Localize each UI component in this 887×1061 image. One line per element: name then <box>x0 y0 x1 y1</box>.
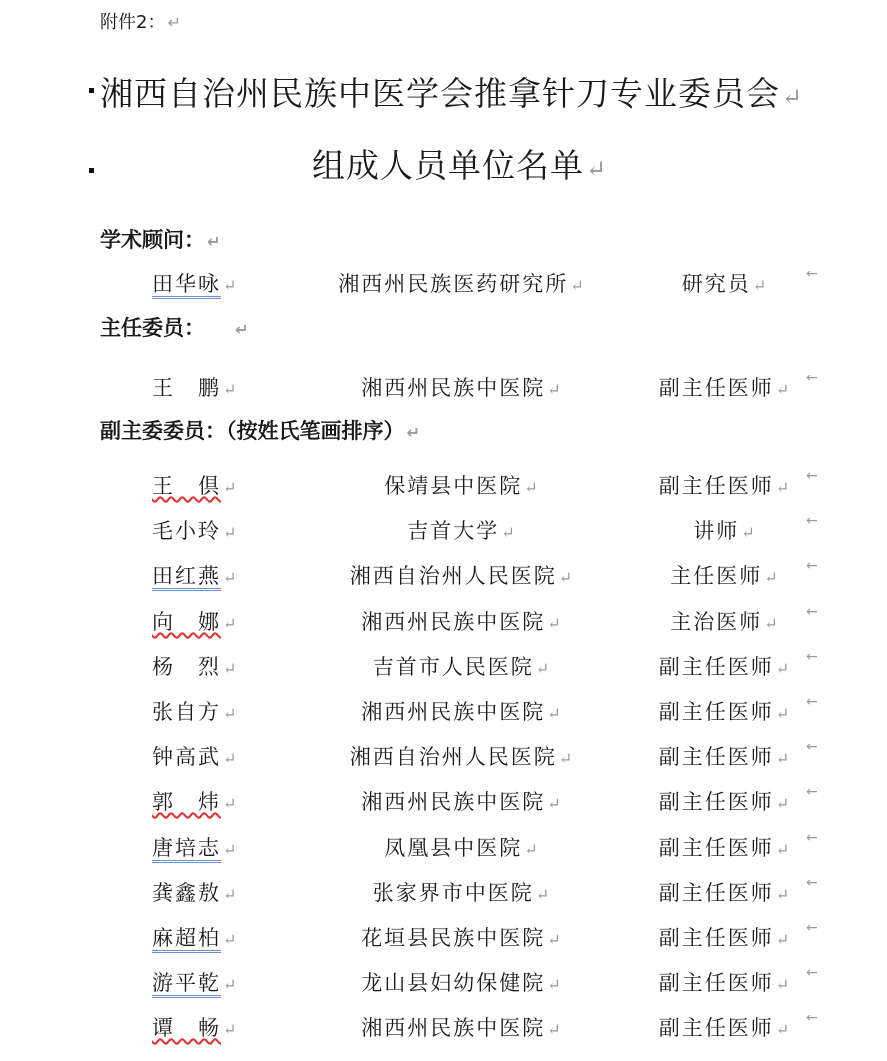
cell-mark-icon: ↵ <box>775 840 792 859</box>
cell-mark-icon: ↵ <box>223 885 239 904</box>
member-unit: 凤凰县中医院 ↵ <box>384 836 540 860</box>
member-unit: 花垣县民族中医院 ↵ <box>361 926 563 950</box>
cell-mark-icon: ↵ <box>775 975 792 994</box>
director-name: 王 鹏 ↵ <box>152 376 239 400</box>
cell-mark-icon: ↵ <box>547 704 563 723</box>
cell-mark-icon: ↵ <box>223 930 239 949</box>
member-name: 钟高武 ↵ <box>152 745 239 769</box>
cell-mark-icon: ↵ <box>223 276 239 295</box>
member-name: 游平乾 ↵ <box>152 967 238 997</box>
member-title: 讲师 ↵ <box>693 519 757 543</box>
advisor-unit: 湘西州民族医药研究所 ↵ <box>338 272 586 296</box>
cell-mark-icon: ↵ <box>547 1020 563 1039</box>
cell-mark-icon: ↵ <box>547 794 563 813</box>
row-end-arrow-icon: ← <box>806 649 818 665</box>
director-unit: 湘西州民族中医院 ↵ <box>361 376 563 400</box>
member-title: 副主任医师 ↵ <box>658 1016 792 1040</box>
cell-mark-icon: ↵ <box>524 840 540 859</box>
cell-mark-icon: ↵ <box>223 1020 239 1039</box>
bullet-marker <box>89 168 94 173</box>
paragraph-mark-icon: ↵ <box>782 83 804 111</box>
member-unit: 吉首市人民医院 ↵ <box>372 655 552 679</box>
cell-mark-icon: ↵ <box>752 276 769 295</box>
member-name: 毛小玲 ↵ <box>152 519 239 543</box>
cell-mark-icon: ↵ <box>223 749 239 768</box>
cell-mark-icon: ↵ <box>775 1020 792 1039</box>
cell-mark-icon: ↵ <box>741 523 757 542</box>
row-end-arrow-icon: ← <box>806 784 818 800</box>
cell-mark-icon: ↵ <box>547 930 563 949</box>
row-end-arrow-icon: ← <box>806 920 818 936</box>
row-end-arrow-icon: ← <box>806 370 818 386</box>
cell-mark-icon: ↵ <box>764 614 780 633</box>
paragraph-mark-icon: ↵ <box>167 13 181 32</box>
row-end-arrow-icon: ← <box>806 1010 818 1026</box>
member-name: 张自方 ↵ <box>152 700 239 724</box>
cell-mark-icon: ↵ <box>223 975 239 994</box>
cell-mark-icon: ↵ <box>501 523 517 542</box>
cell-mark-icon: ↵ <box>547 975 563 994</box>
advisor-title: 研究员 ↵ <box>681 272 769 296</box>
member-name: 郭 炜 ↵ <box>152 790 239 814</box>
cell-mark-icon: ↵ <box>775 885 792 904</box>
document-title-line2: 组成人员单位名单↵ <box>312 146 608 185</box>
member-title: 副主任医师 ↵ <box>658 836 792 860</box>
member-unit: 湘西州民族中医院 ↵ <box>361 700 563 724</box>
member-title: 副主任医师 ↵ <box>658 745 792 769</box>
row-end-arrow-icon: ← <box>806 739 818 755</box>
member-name: 龚鑫敖 ↵ <box>152 881 239 905</box>
member-title: 主任医师 ↵ <box>670 564 780 588</box>
member-unit: 湘西州民族中医院 ↵ <box>361 610 563 634</box>
member-name: 杨 烈 ↵ <box>152 655 239 679</box>
cell-mark-icon: ↵ <box>535 659 552 678</box>
member-title: 主治医师 ↵ <box>670 610 780 634</box>
cell-mark-icon: ↵ <box>223 659 239 678</box>
cell-mark-icon: ↵ <box>223 568 239 587</box>
member-name: 田红燕 ↵ <box>152 560 238 590</box>
paragraph-mark-icon: ↵ <box>586 155 608 183</box>
member-name: 唐培志 ↵ <box>152 832 238 862</box>
member-title: 副主任医师 ↵ <box>658 926 792 950</box>
member-title: 副主任医师 ↵ <box>658 655 792 679</box>
row-end-arrow-icon: ← <box>806 468 818 484</box>
cell-mark-icon: ↵ <box>775 704 792 723</box>
member-title: 副主任医师 ↵ <box>658 700 792 724</box>
cell-mark-icon: ↵ <box>223 614 239 633</box>
advisor-name: 田华咏 ↵ <box>152 268 238 298</box>
cell-mark-icon: ↵ <box>775 794 792 813</box>
cell-mark-icon: ↵ <box>223 523 239 542</box>
member-unit: 湘西州民族中医院 ↵ <box>361 1016 563 1040</box>
cell-mark-icon: ↵ <box>558 568 575 587</box>
cell-mark-icon: ↵ <box>775 380 792 399</box>
member-name: 向 娜 ↵ <box>152 610 239 634</box>
bullet-marker <box>89 88 94 93</box>
member-title: 副主任医师 ↵ <box>658 790 792 814</box>
member-unit: 湘西自治州人民医院 ↵ <box>349 564 575 588</box>
section-director-heading: 主任委员： ↵ <box>100 317 249 340</box>
member-unit: 吉首大学 ↵ <box>407 519 517 543</box>
row-end-arrow-icon: ← <box>806 604 818 620</box>
cell-mark-icon: ↵ <box>223 840 239 859</box>
cell-mark-icon: ↵ <box>775 930 792 949</box>
member-name: 谭 畅 ↵ <box>152 1016 239 1040</box>
row-end-arrow-icon: ← <box>806 513 818 529</box>
member-title: 副主任医师 ↵ <box>658 881 792 905</box>
cell-mark-icon: ↵ <box>547 614 563 633</box>
cell-mark-icon: ↵ <box>223 794 239 813</box>
cell-mark-icon: ↵ <box>524 478 540 497</box>
member-unit: 湘西州民族中医院 ↵ <box>361 790 563 814</box>
cell-mark-icon: ↵ <box>547 380 563 399</box>
paragraph-mark-icon: ↵ <box>207 234 221 251</box>
cell-mark-icon: ↵ <box>223 380 239 399</box>
cell-mark-icon: ↵ <box>775 749 792 768</box>
row-end-arrow-icon: ← <box>806 694 818 710</box>
member-name: 麻超柏 ↵ <box>152 922 238 952</box>
director-title: 副主任医师 ↵ <box>658 376 792 400</box>
row-end-arrow-icon: ← <box>806 875 818 891</box>
cell-mark-icon: ↵ <box>570 276 586 295</box>
member-unit: 湘西自治州人民医院 ↵ <box>349 745 575 769</box>
document-title-line1: 湘西自治州民族中医学会推拿针刀专业委员会↵ <box>100 74 804 113</box>
member-unit: 保靖县中医院 ↵ <box>384 474 540 498</box>
cell-mark-icon: ↵ <box>535 885 552 904</box>
section-vice-heading: 副主委委员：（按姓氏笔画排序） ↵ <box>100 420 420 443</box>
paragraph-mark-icon: ↵ <box>406 425 420 442</box>
row-end-arrow-icon: ← <box>806 830 818 846</box>
member-name: 王 倶 ↵ <box>152 474 239 498</box>
row-end-arrow-icon: ← <box>806 266 818 282</box>
paragraph-mark-icon: ↵ <box>235 322 249 339</box>
cell-mark-icon: ↵ <box>764 568 780 587</box>
attachment-label: 附件2： ↵ <box>100 12 181 33</box>
cell-mark-icon: ↵ <box>558 749 575 768</box>
cell-mark-icon: ↵ <box>775 478 792 497</box>
member-unit: 龙山县妇幼保健院 ↵ <box>361 971 563 995</box>
row-end-arrow-icon: ← <box>806 558 818 574</box>
cell-mark-icon: ↵ <box>223 478 239 497</box>
member-title: 副主任医师 ↵ <box>658 474 792 498</box>
section-advisor-heading: 学术顾问： ↵ <box>100 229 221 252</box>
cell-mark-icon: ↵ <box>223 704 239 723</box>
cell-mark-icon: ↵ <box>775 659 792 678</box>
member-unit: 张家界市中医院 ↵ <box>372 881 552 905</box>
member-title: 副主任医师 ↵ <box>658 971 792 995</box>
row-end-arrow-icon: ← <box>806 965 818 981</box>
